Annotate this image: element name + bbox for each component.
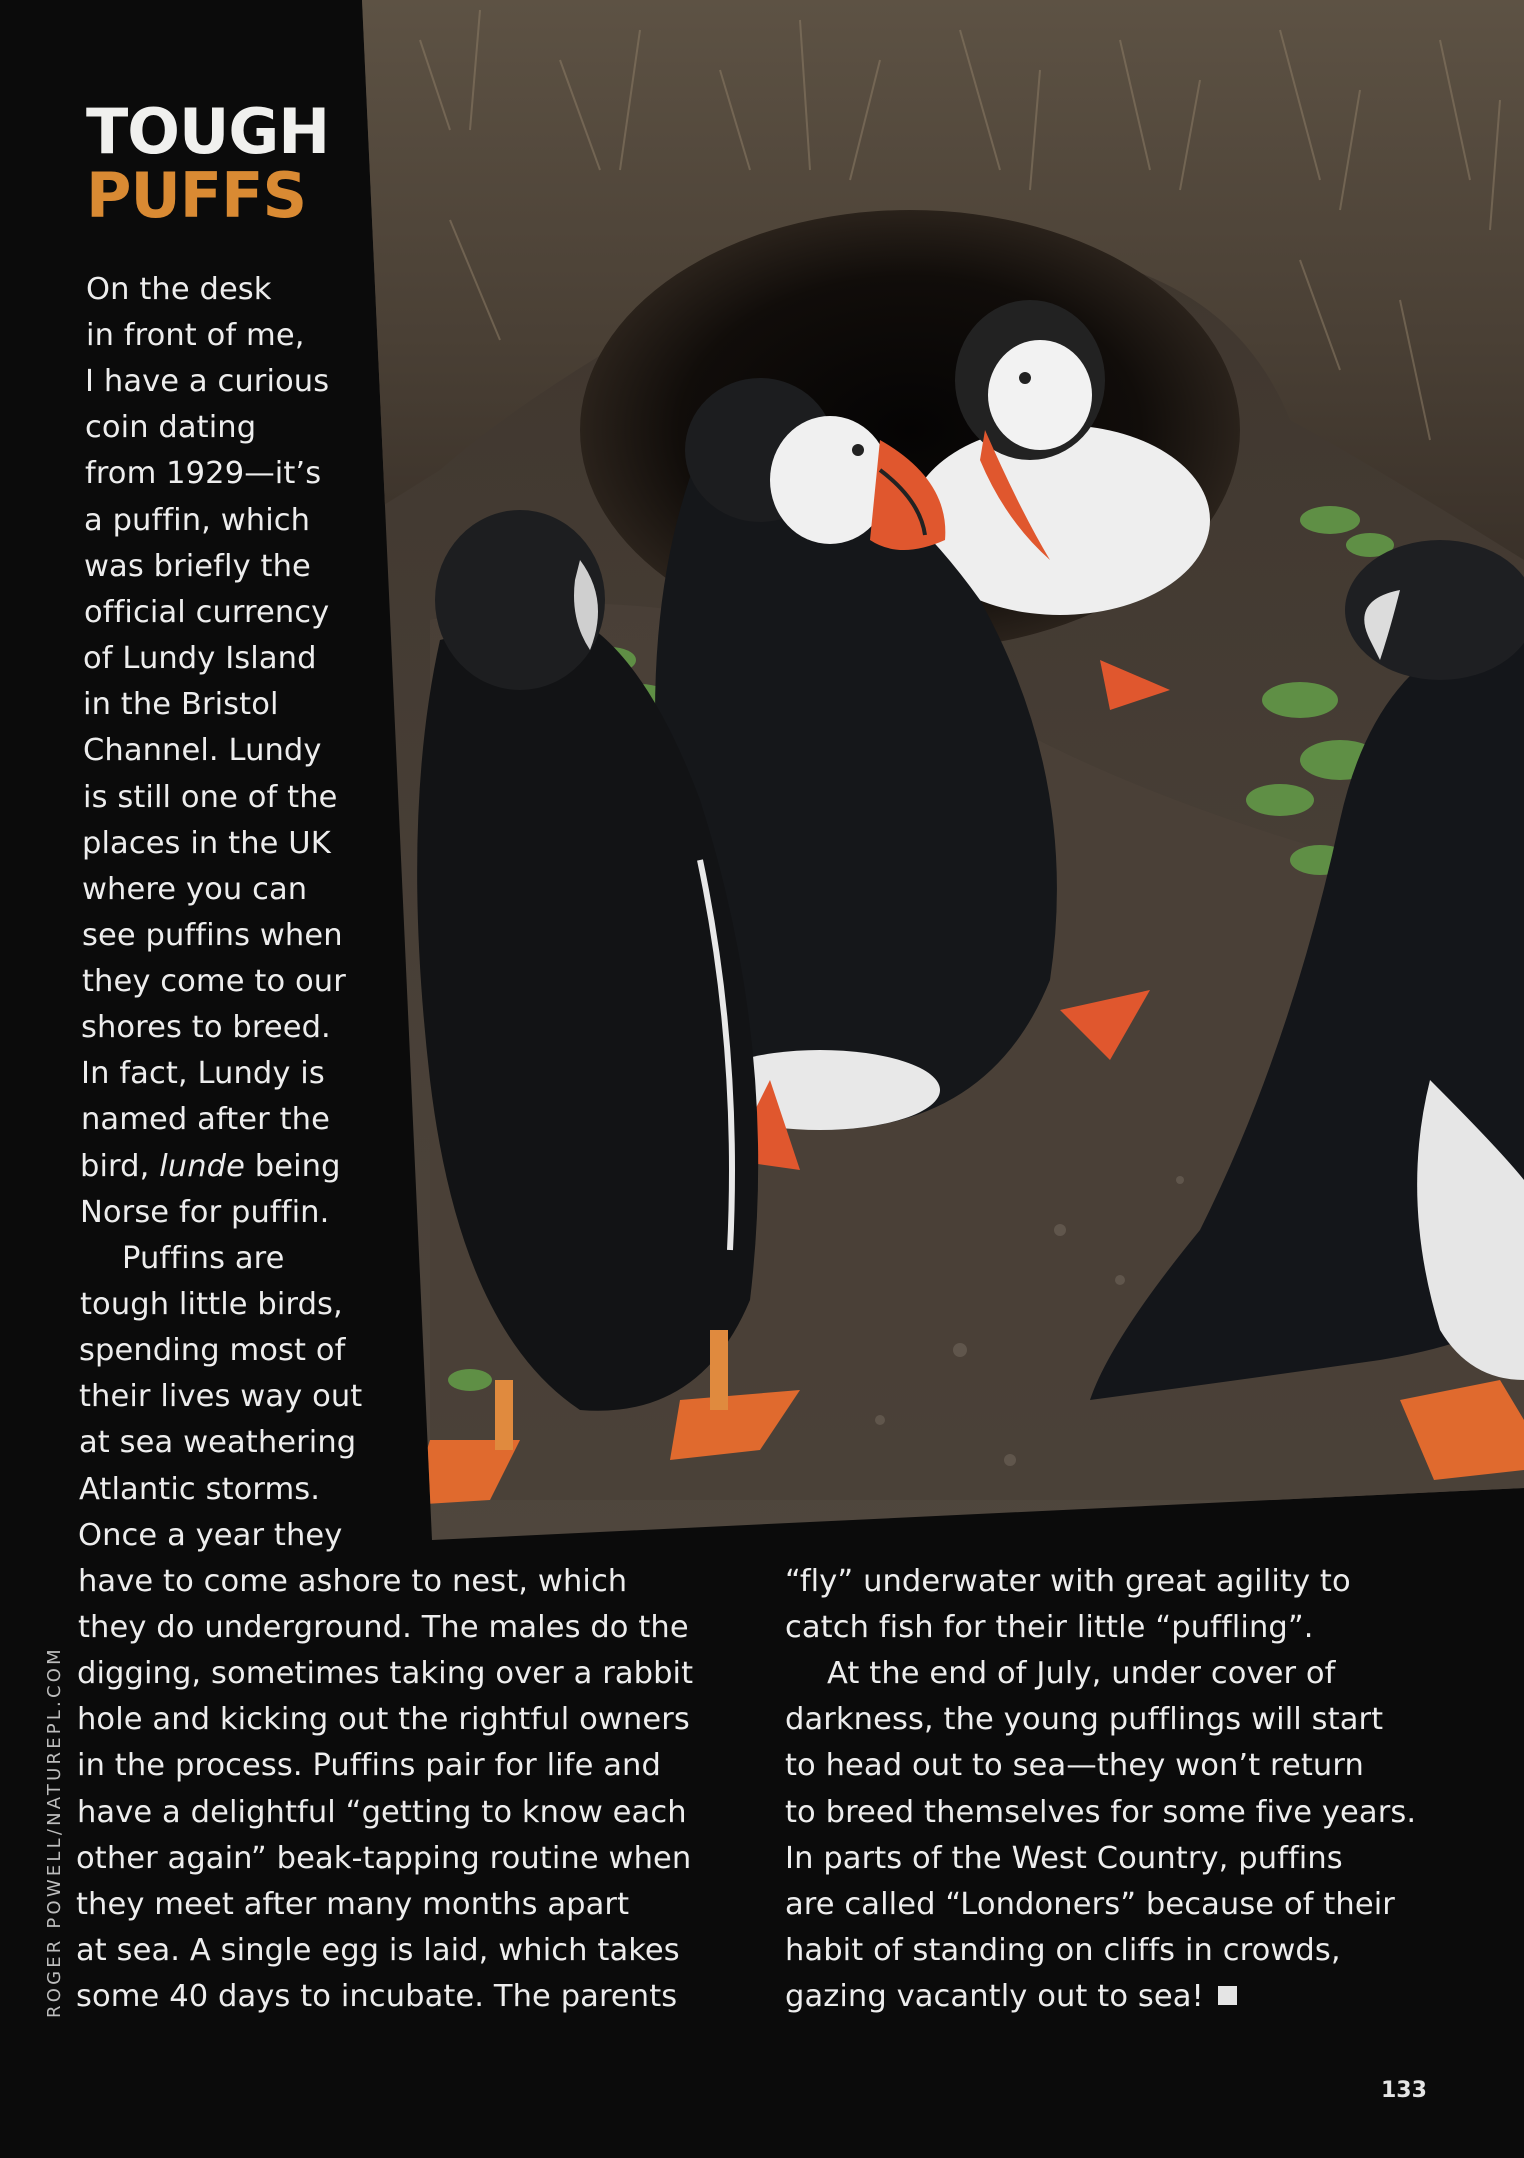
body-line: On the desk <box>86 272 272 307</box>
body-line: In parts of the West Country, puffins <box>785 1841 1343 1876</box>
body-line: have to come ashore to nest, which <box>78 1564 628 1599</box>
page-number: 133 <box>1381 2078 1427 2103</box>
body-line: spending most of <box>79 1333 346 1368</box>
body-line: to breed themselves for some five years. <box>785 1795 1417 1830</box>
body-line: Once a year they <box>78 1518 343 1553</box>
body-line: habit of standing on cliffs in crowds, <box>785 1933 1341 1968</box>
body-line: Channel. Lundy <box>83 733 322 768</box>
body-line: named after the <box>81 1102 330 1137</box>
body-line: hole and kicking out the rightful owners <box>77 1702 690 1737</box>
body-line: At the end of July, under cover of <box>827 1656 1336 1691</box>
body-line: are called “Londoners” because of their <box>785 1887 1395 1922</box>
headline-line-1: TOUGH <box>86 95 330 168</box>
body-line: see puffins when <box>82 918 343 953</box>
end-of-article-square <box>1218 1986 1237 2005</box>
body-line: they do underground. The males do the <box>78 1610 689 1645</box>
body-line: their lives way out <box>79 1379 363 1414</box>
body-line: In fact, Lundy is <box>81 1056 325 1091</box>
italic-word: lunde <box>159 1149 245 1184</box>
body-line: official currency <box>84 595 330 630</box>
body-line: they meet after many months apart <box>76 1887 630 1922</box>
body-line: a puffin, which <box>84 503 311 538</box>
body-line: of Lundy Island <box>83 641 317 676</box>
body-line-text: gazing vacantly out to sea! <box>785 1979 1204 2014</box>
body-line: tough little birds, <box>80 1287 343 1322</box>
headline <box>86 95 330 232</box>
body-line: darkness, the young pufflings will start <box>785 1702 1384 1737</box>
body-line: coin dating <box>85 410 257 445</box>
body-line: in the process. Puffins pair for life and <box>77 1748 661 1783</box>
body-line: in the Bristol <box>83 687 279 722</box>
photo-credit: ROGER POWELL/NATUREPL.COM <box>44 1646 65 2018</box>
body-line: catch fish for their little “puffling”. <box>785 1610 1314 1645</box>
body-line: shores to breed. <box>81 1010 331 1045</box>
body-line: where you can <box>82 872 308 907</box>
body-line: “fly” underwater with great agility to <box>785 1564 1351 1599</box>
body-line: Norse for puffin. <box>80 1195 330 1230</box>
body-line: have a delightful “getting to know each <box>77 1795 687 1830</box>
body-line: was briefly the <box>84 549 311 584</box>
body-line: at sea weathering <box>79 1425 357 1460</box>
body-line: I have a curious <box>85 364 330 399</box>
body-line: places in the UK <box>82 826 331 861</box>
body-line: bird, lunde being <box>80 1149 341 1184</box>
headline-line-2: PUFFS <box>86 159 307 232</box>
body-line-last <box>785 1979 1237 2014</box>
body-line: to head out to sea—they won’t return <box>785 1748 1364 1783</box>
body-line: digging, sometimes taking over a rabbit <box>77 1656 694 1691</box>
body-line: in front of me, <box>86 318 305 353</box>
body-line: Puffins are <box>122 1241 285 1276</box>
body-line: some 40 days to incubate. The parents <box>76 1979 678 2014</box>
body-line: other again” beak-tapping routine when <box>76 1841 692 1876</box>
body-line: at sea. A single egg is laid, which takes <box>76 1933 680 1968</box>
body-line: they come to our <box>82 964 346 999</box>
body-line: from 1929—it’s <box>85 456 322 491</box>
body-line: Atlantic storms. <box>79 1472 321 1507</box>
body-line: is still one of the <box>83 780 338 815</box>
